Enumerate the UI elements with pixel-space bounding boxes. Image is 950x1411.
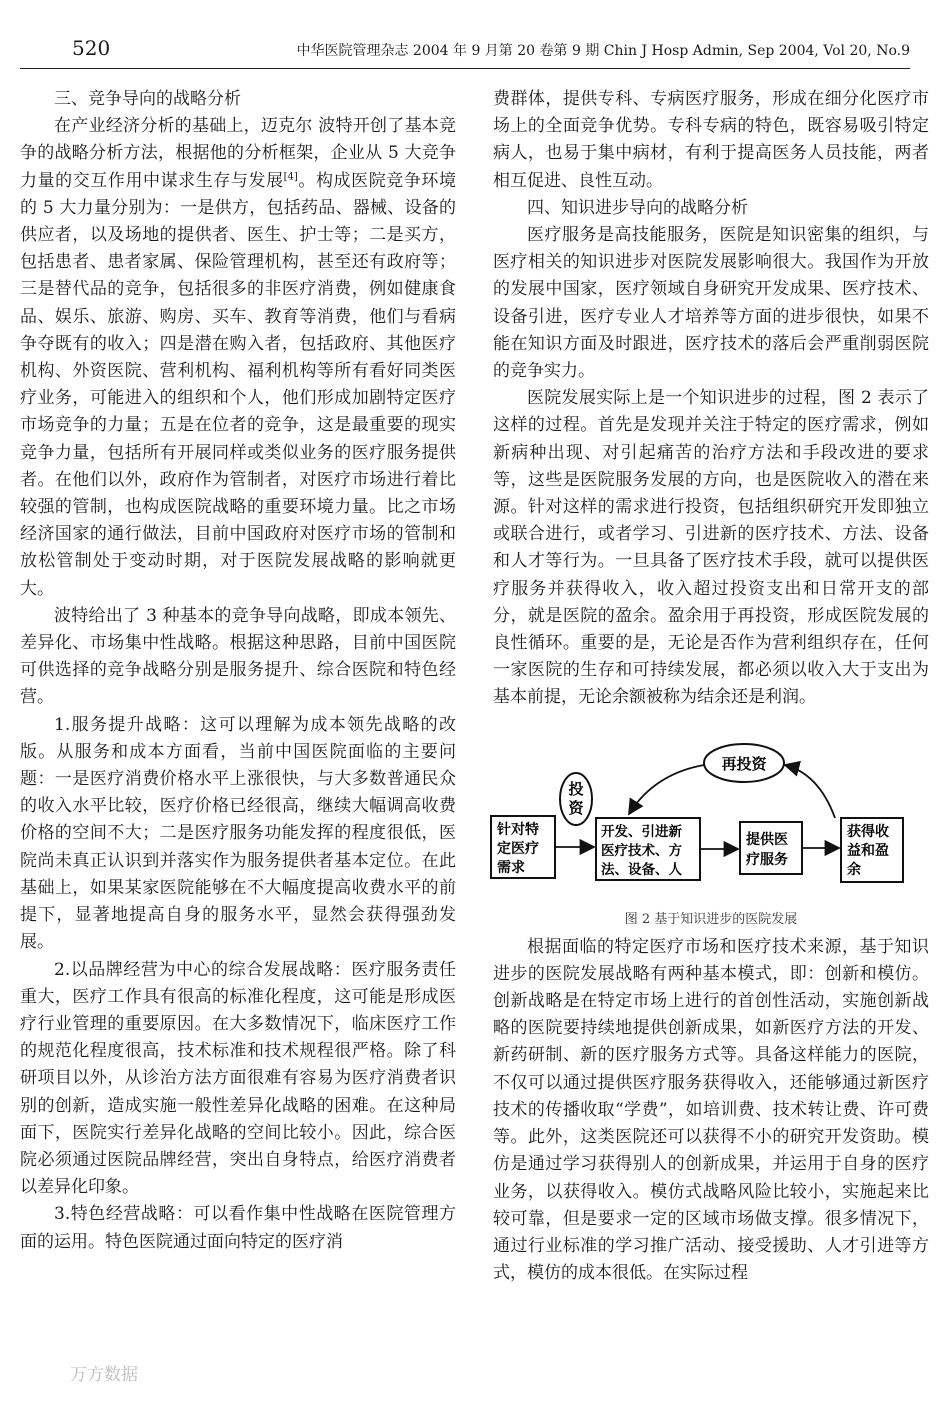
- invest-label-1: 投: [568, 779, 584, 798]
- demand-label-3: 需求: [497, 859, 525, 876]
- service-label-2: 疗服务: [746, 851, 788, 868]
- reinvest-label: 再投资: [721, 754, 767, 773]
- arrow-reinvest-to-development: [629, 765, 704, 814]
- flow-diagram: [489, 734, 929, 899]
- revenue-label-2: 益和盈: [847, 842, 889, 859]
- development-label-2: 医疗技术、方: [601, 842, 682, 859]
- demand-label-2: 定医疗: [497, 840, 539, 857]
- paragraph: 根据面临的特定医疗市场和医疗技术来源，基于知识进步的医院发展战略有两种基本模式，即：创新和模仿。创新战略是在特定市场上进行的首创性活动，实施创新战略的医院要持续地提供创新成果，如新医疗方法的开发、新药研制、新的医疗服务方式等。具备这样能力的医院，不仅可以通过提供医疗服务获得收入，还能够通过新医疗技术的传播收取“学费”，如培训费、技术转让费、许可费等。此外，这类医院还可以获得不小的研究开发资助。模仿是通过学习获得别人的创新成果，并运用于自身的医疗业务，以获得收入。模仿式战略风险比较小，实施起来比较可靠，但是要求一定的区域市场做支撑。很多情况下，通过行业标准的学习推广活动、接受援助、人才引进等方式，模仿的成本很低。在实际过程: [493, 936, 929, 1284]
- page-header: [20, 34, 910, 69]
- paragraph: 1.服务提升战略：这可以理解为成本领先战略的改版。从服务和成本方面看，当前中国医院面临的主要问题：一是医疗消费价格水平上涨很快，与大多数普通民众的收入水平比较，医疗价格已经很高，继续大幅调高收费价格的空间不大；二是医疗服务功能发挥的程度很低，医院尚未真正认识到并落实作为服务提供者基本定位。在此基础上，如果某家医院能够在不大幅度提高收费水平的前提下，显著地提高自身的服务水平，显然会获得强劲发展。: [20, 714, 456, 953]
- section-heading-competition: 三、竞争导向的战略分析: [54, 89, 241, 109]
- figure-caption: 图 2 基于知识进步的医院发展: [624, 911, 798, 927]
- revenue-label-1: 获得收: [847, 823, 889, 840]
- paragraph: 2.以品牌经营为中心的综合发展战略：医疗服务责任重大，医疗工作具有很高的标准化程度，这可能是形成医疗行业管理的重要原因。在大多数情况下，临床医疗工作的规范化程度很高，技术标准和技术规程很严格。除了科研项目以外，从诊治方法方面很难有容易为医疗消费者识别的创新，造成实施一般性差异化战略的困难。在这种局面下，医院实行差异化战略的空间比较小。因此，综合医院必须通过医院品牌经营，突出自身特点，给医疗消费者以差异化印象。: [20, 959, 456, 1198]
- invest-label-2: 资: [568, 798, 584, 817]
- paragraph: [20, 113, 456, 603]
- paragraph: 费群体，提供专科、专病医疗服务，形成在细分化医疗市场上的全面竞争优势。专科专病的特色，既容易吸引特定病人，也易于集中病材，有利于提高医务人员技能，两者相互促进、良性互动。: [493, 89, 929, 191]
- development-label-1: 开发、引进新: [601, 823, 682, 840]
- paragraph: 波特给出了 3 种基本的竞争导向战略，即成本领先、差异化、市场集中性战略。根据这种思路，目前中国医院可供选择的竞争战略分别是服务提升、综合医院和特色经营。: [20, 605, 456, 708]
- figure-2: [493, 734, 929, 934]
- reference-citation[interactable]: [4]: [283, 170, 298, 182]
- paragraph-text: 在产业经济分析的基础上，迈克尔 波特开创了基本竞争的战略分析方法，根据他的分析框架，企业从 5 大竞争力量的交互作用中谋求生存与发展: [20, 116, 456, 191]
- arrow-revenue-to-reinvest: [785, 765, 835, 818]
- revenue-label-3: 余: [847, 861, 861, 878]
- page-number: 520: [72, 36, 111, 60]
- paragraph: 医院发展实际上是一个知识进步的过程，图 2 表示了这样的过程。首先是发现并关注于特定的医疗需求，例如新病种出现、对引起痛苦的治疗方法和手段改进的要求等，这些是医院服务发展的方向，也是医院收入的潜在来源。针对这样的需求进行投资，包括组织研究开发即独立或联合进行，或者学习、引进新的医疗技术、方法、设备和人才等行为。一旦具备了医疗技术手段，就可以提供医疗服务并获得收入，收入超过投资支出和日常开支的部分，就是医院的盈余。盈余用于再投资，形成医院发展的良性循环。重要的是，无论是否作为营利组织存在，任何一家医院的生存和可持续发展，都必须以收入大于支出为基本前提，无论余额被称为结余还是利润。: [493, 388, 929, 708]
- demand-label-1: 针对特: [497, 821, 539, 838]
- journal-citation: 中华医院管理杂志 2004 年 9 月第 20 卷第 9 期 Chin J Hosp Admin, Sep 2004, Vol 20, No.9: [296, 43, 910, 59]
- section-heading-knowledge: 四、知识进步导向的战略分析: [527, 197, 748, 218]
- service-label-1: 提供医: [746, 831, 788, 848]
- paragraph-text: 。构成医院竞争环境的 5 大力量分别为：一是供方，包括药品、器械、设备的供应者，以及场地的提供者、医生、护士等；二是买方，包括患者、患者家属、保险管理机构，甚至还有政府等；三是替代品的竞争，包括很多的非医疗消费，例如健康食品、娱乐、旅游、购房、买车、教育等消费，他们与看病争夺既有的收入；四是潜在购入者，包括政府、其他医疗机构、外资医院、营利机构、福利机构等所有看好同类医疗业务，可能进入的组织和个人，他们形成加剧特定医疗市场竞争的力量；五是在位者的竞争，这是最重要的现实竞争力量，包括所有开展同样或类似业务的医疗服务提供者。在他们以外，政府作为管制者，对医疗市场进行着比较强的管制，也构成医院战略的重要环境力量。比之市场经济国家的通行做法，目前中国政府对医疗市场的管制和放松管制处于变动时期，对于医院发展战略的影响就更大。: [20, 170, 457, 599]
- paragraph: 3.特色经营战略：可以看作集中性战略在医院管理方面的运用。特色医院通过面向特定的医疗消: [20, 1204, 456, 1252]
- development-label-3: 法、设备、人: [601, 861, 682, 878]
- watermark: 万方数据: [70, 1365, 138, 1385]
- paragraph: 医疗服务是高技能服务，医院是知识密集的组织，与医疗相关的知识进步对医院发展影响很大。我国作为开放的发展中国家，医疗领域自身研究开发成果、医疗技术、设备引进，医疗专业人才培养等方面的进步很快，如果不能在知识方面及时跟进，医疗技术的落后会严重削弱医院的竞争实力。: [493, 225, 929, 382]
- right-column: [493, 86, 929, 1287]
- left-column: [20, 86, 456, 1256]
